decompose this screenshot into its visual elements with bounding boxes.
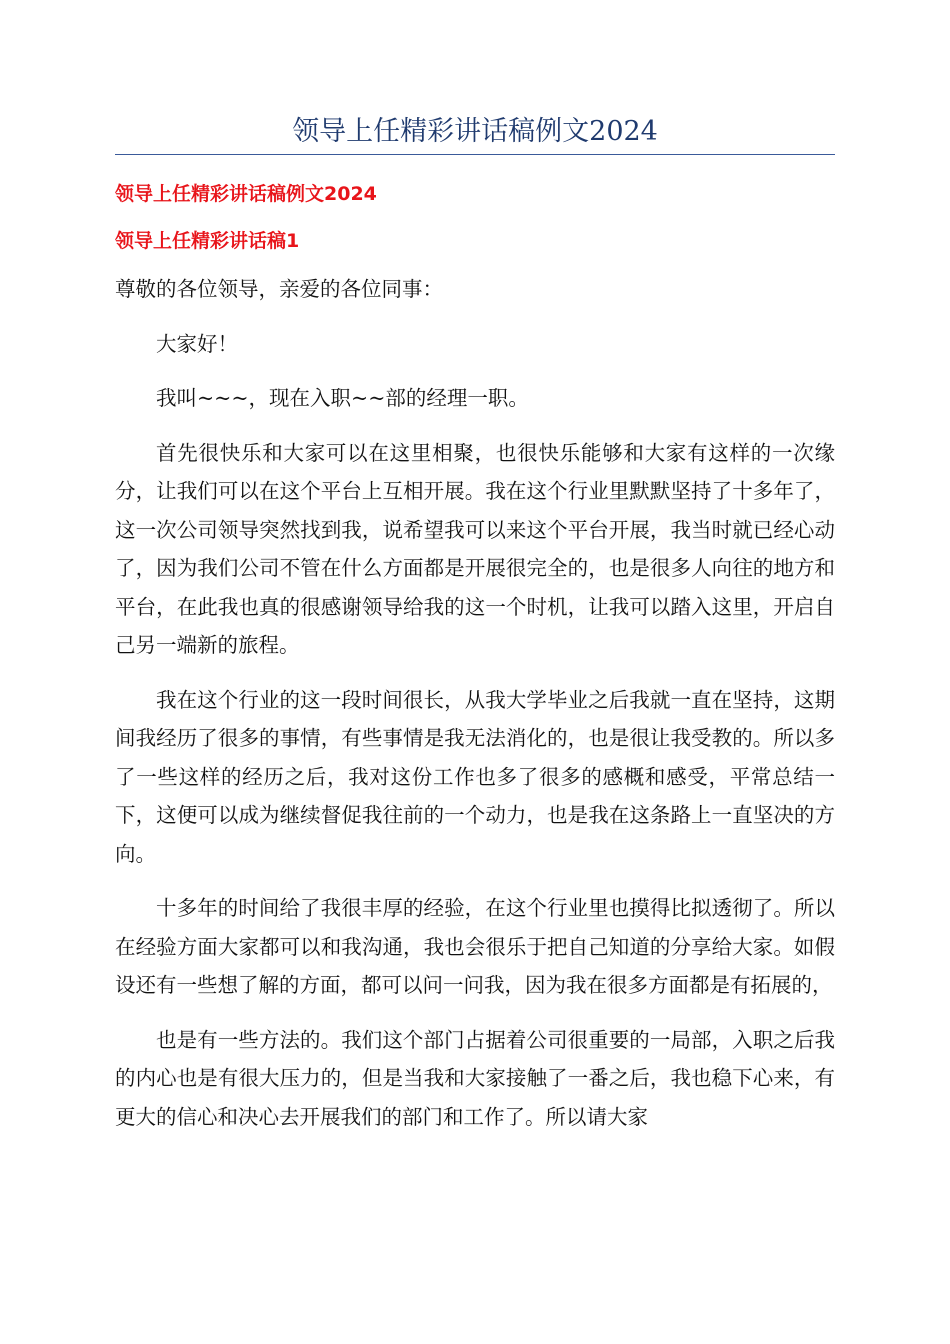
- body-paragraph: 十多年的时间给了我很丰厚的经验，在这个行业里也摸得比拟透彻了。所以在经验方面大家都可以和我沟通，我也会很乐于把自己知道的分享给大家。如假设还有一些想了解的方面，都可以问一问我，因为我在很多方面都是有拓展的，: [115, 896, 835, 997]
- title-underline: [115, 154, 835, 155]
- body-text: [115, 270, 835, 1152]
- document-title: 领导上任精彩讲话稿例文2024: [292, 116, 658, 147]
- body-paragraph: 首先很快乐和大家可以在这里相聚，也很快乐能够和大家有这样的一次缘分，让我们可以在这个平台上互相开展。我在这个行业里默默坚持了十多年了，这一次公司领导突然找到我，说希望我可以来这个平台开展，我当时就已经心动了，因为我们公司不管在什么方面都是开展很完全的，也是很多人向往的地方和平台，在此我也真的很感谢领导给我的这一个时机，让我可以踏入这里，开启自己另一端新的旅程。: [115, 440, 835, 657]
- greeting-paragraph: 大家好！: [156, 331, 238, 356]
- introduction-paragraph: 我叫~~~，现在入职~~部的经理一职。: [156, 386, 529, 410]
- main-heading: 领导上任精彩讲话稿例文2024: [115, 183, 377, 205]
- sub-heading: 领导上任精彩讲话稿1: [115, 230, 300, 252]
- body-paragraph: 也是有一些方法的。我们这个部门占据着公司很重要的一局部，入职之后我的内心也是有很大压力的，但是当我和大家接触了一番之后，我也稳下心来，有更大的信心和决心去开展我们的部门和工作了。所以请大家: [115, 1027, 835, 1129]
- body-paragraph: 我在这个行业的这一段时间很长，从我大学毕业之后我就一直在坚持，这期间我经历了很多的事情，有些事情是我无法消化的，也是很让我受教的。所以多了一些这样的经历之后，我对这份工作也多了很多的感概和感受，平常总结一下，这便可以成为继续督促我往前的一个动力，也是我在这条路上一直坚决的方向。: [115, 687, 835, 866]
- salutation-paragraph: 尊敬的各位领导，亲爱的各位同事：: [115, 277, 443, 301]
